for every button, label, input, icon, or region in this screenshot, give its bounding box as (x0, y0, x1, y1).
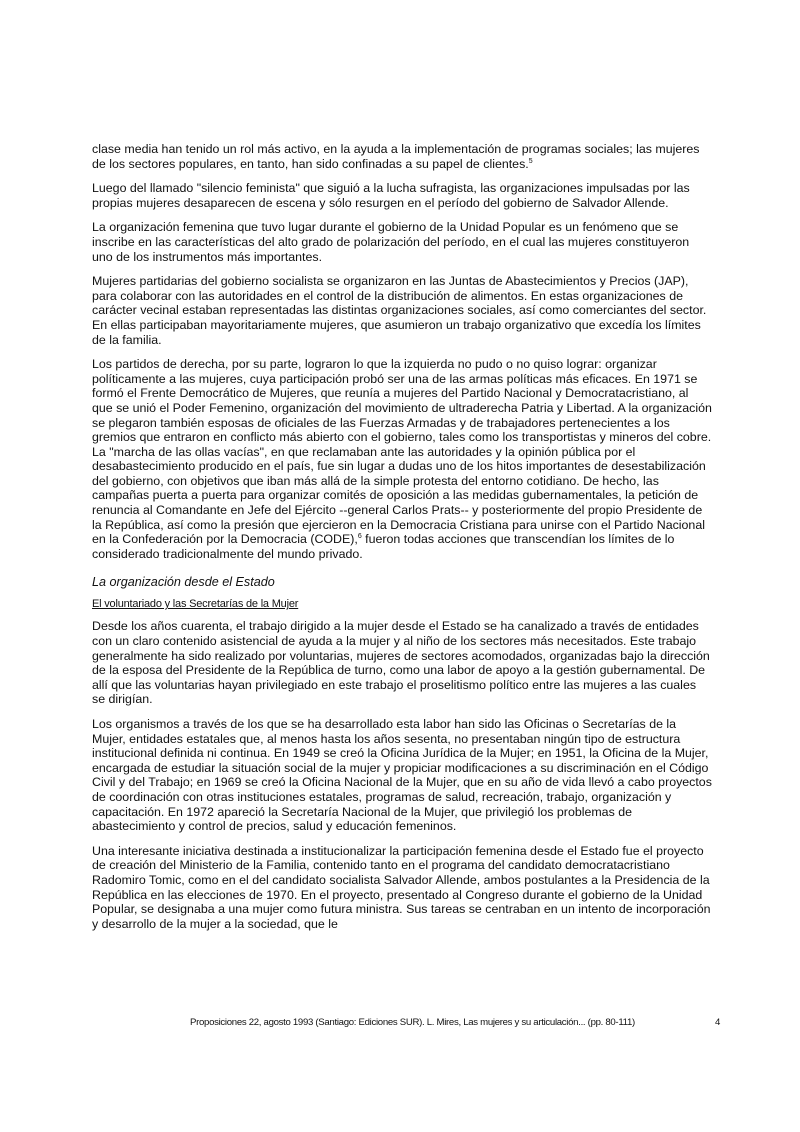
footnote-ref-5[interactable]: 5 (528, 157, 533, 165)
paragraph-8: Una interesante iniciativa destinada a institucionalizar la participación femenina desde el Estado fue el proyecto de creación del Ministerio de la Familia, contenido tanto en el programa del candidato democratacristiano Radomiro Tomic, como en el del candidato socialista Salvador Allende, ambos postulantes a la Presidencia de la República en las elecciones de 1970. En el proyecto, presentado al Congreso durante el gobierno de la Unidad Popular, se designaba a una mujer como futura ministra. Sus tareas se centraban en un intento de incorporación y desarrollo de la mujer a la sociedad, que le (92, 843, 711, 931)
paragraph-5-text-b: fueron todas acciones que transcendían los límites de lo considerado tradicionalmente del mundo privado. (92, 532, 675, 561)
paragraph-5 (92, 357, 712, 561)
paragraph-3: La organización femenina que tuvo lugar durante el gobierno de la Unidad Popular es un fenómeno que se inscribe en las características del alto grado de polarización del período, en el cual las mujeres constituyeron uno de los instrumentos más importantes. (92, 220, 690, 264)
paragraph-4: Mujeres partidarias del gobierno socialista se organizaron en las Juntas de Abastecimientos y Precios (JAP), para colaborar con las autoridades en el control de la distribución de alimentos. En estas organizaciones de carácter vecinal estaban representadas las distintas organizaciones sociales, así como comerciantes del sector. En ellas participaban mayoritariamente mujeres, que asumieron un trabajo organizativo que excedía los límites de la familia. (92, 274, 707, 347)
section-title: La organización desde el Estado (92, 575, 275, 590)
footer-citation: Proposiciones 22, agosto 1993 (Santiago: Ediciones SUR). L. Mires, Las mujeres y su articulación... (pp. 80-111) (190, 1017, 635, 1028)
document-page (92, 142, 712, 941)
page-number: 4 (714, 1017, 720, 1028)
paragraph-1 (92, 142, 712, 171)
footnote-ref-6[interactable]: 6 (357, 533, 362, 541)
page-footer (190, 1017, 720, 1028)
paragraph-5-text-a: Los partidos de derecha, por su parte, lograron lo que la izquierda no pudo o no quiso lograr: organizar políticamente a las mujeres, cuya participación probó ser una de las armas políticas más eficaces. En 1971 se formó el Frente Democrático de Mujeres, que reunía a mujeres del Partido Nacional y Democratacristiano, al que se unió el Poder Femenino, organización del movimiento de ultraderecha Patria y Libertad. A la organización se plegaron también esposas de oficiales de las Fuerzas Armadas y de trabajadores pertenecientes a los gremios que entraron en conflicto más abierto con el gobierno, tales como los transportistas y mineros del cobre. La "marcha de las ollas vacías", en que reclamaban ante las autoridades y la opinión pública por el desabastecimiento producido en el país, fue sin lugar a dudas uno de los hitos importantes de desestabilización del gobierno, con objetivos que iban más allá de la simple protesta del entorno cotidiano. De hecho, las campañas puerta a puerta para organizar comités de oposición a las medidas gubernamentales, la petición de renuncia al Comandante en Jefe del Ejército --general Carlos Prats-- y posteriormente del propio Presidente de la República, así como la presión que ejercieron en la Democracia Cristiana para unirse con el Partido Nacional en la Confederación por la Democracia (CODE), (92, 357, 712, 547)
subsection-title: El voluntariado y las Secretarías de la Mujer (92, 598, 299, 611)
paragraph-7: Los organismos a través de los que se ha desarrollado esta labor han sido las Oficinas o Secretarías de la Mujer, entidades estatales que, al menos hasta los años sesenta, no presentaban ningún tipo de estructura institucional definida ni continua. En 1949 se creó la Oficina Jurídica de la Mujer; en 1951, la Oficina de la Mujer, encargada de estudiar la situación social de la mujer y propiciar modificaciones a su discriminación en el Código Civil y del Trabajo; en 1969 se creó la Oficina Nacional de la Mujer, que en su año de vida llevó a cabo proyectos de coordinación con otras instituciones estatales, programas de salud, recreación, trabajo, organización y capacitación. En 1972 apareció la Secretaría Nacional de la Mujer, que privilegió los problemas de abastecimiento y control de precios, salud y educación femeninos. (92, 717, 712, 834)
paragraph-6: Desde los años cuarenta, el trabajo dirigido a la mujer desde el Estado se ha canalizado a través de entidades con un claro contenido asistencial de ayuda a la mujer y al niño de los sectores más necesitados. Este trabajo generalmente ha sido realizado por voluntarias, mujeres de sectores acomodados, organizadas bajo la dirección de la esposa del Presidente de la República de turno, como una labor de apoyo a la gestión gubernamental. De allí que las voluntarias hayan privilegiado en este trabajo el proselitismo político entre las mujeres a las cuales se dirigían. (92, 619, 710, 707)
paragraph-2: Luego del llamado "silencio feminista" que siguió a la lucha sufragista, las organizaciones impulsadas por las propias mujeres desaparecen de escena y sólo resurgen en el período del gobierno de Salvador Allende. (92, 181, 690, 210)
paragraph-1-text: clase media han tenido un rol más activo, en la ayuda a la implementación de programas sociales; las mujeres de los sectores populares, en tanto, han sido confinadas a su papel de clientes. (92, 142, 700, 171)
